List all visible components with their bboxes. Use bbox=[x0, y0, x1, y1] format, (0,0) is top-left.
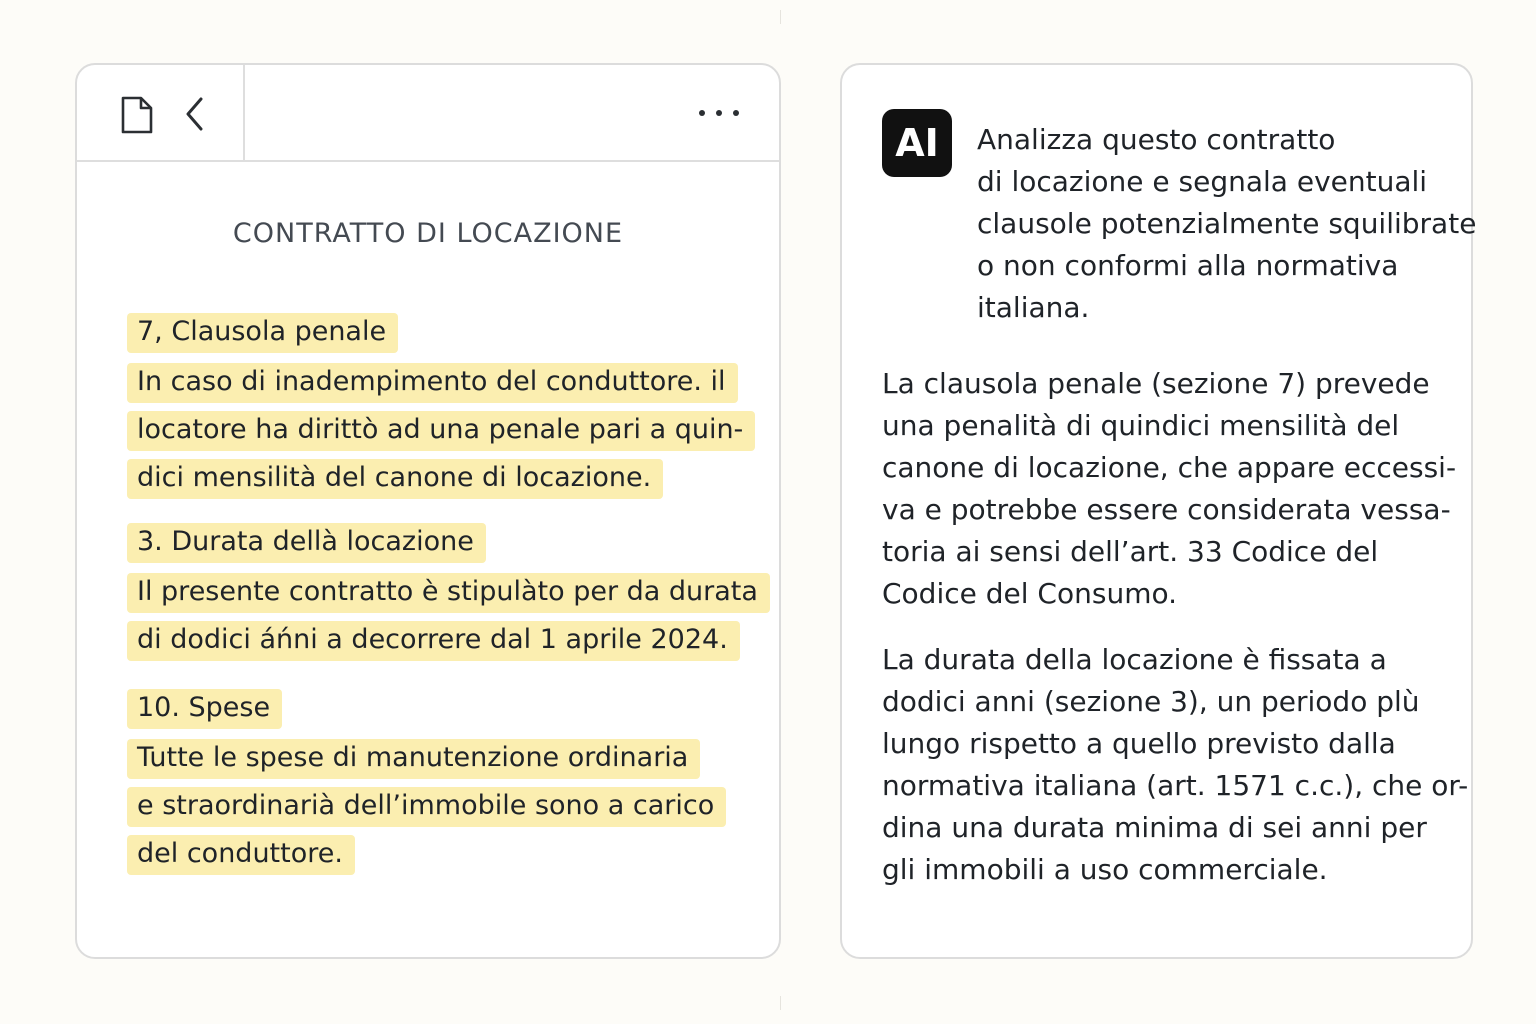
clause-text-line[interactable]: e straordinarià dell’immobile sono a carico bbox=[127, 787, 726, 827]
clause-expenses bbox=[127, 689, 727, 883]
user-prompt bbox=[977, 119, 1477, 329]
response-line: La clausola penale (sezione 7) prevede bbox=[882, 367, 1430, 400]
assistant-response-penalty bbox=[882, 363, 1457, 615]
document-toolbar bbox=[77, 65, 779, 162]
clause-text-line[interactable]: Il presente contratto è stipulàto per da durata bbox=[127, 573, 770, 613]
clause-text-line[interactable]: dici mensilità del canone di locazione. bbox=[127, 459, 663, 499]
response-line: va e potrebbe essere considerata vessa- bbox=[882, 493, 1451, 526]
document-panel bbox=[75, 63, 781, 959]
prompt-line: o non conformi alla normativa bbox=[977, 249, 1399, 282]
response-line: canone di locazione, che appare eccessi- bbox=[882, 451, 1457, 484]
clause-text-line[interactable]: Tutte le spese di manutenzione ordinaria bbox=[127, 739, 700, 779]
clause-heading[interactable]: 7, Clausola penale bbox=[127, 313, 398, 353]
response-line: La durata della locazione è fissata a bbox=[882, 643, 1387, 676]
more-horizontal-icon[interactable] bbox=[697, 103, 741, 123]
response-line: gli immobili a uso commerciale. bbox=[882, 853, 1328, 886]
prompt-line: italiana. bbox=[977, 291, 1090, 324]
prompt-line: di locazione e segnala eventuali bbox=[977, 165, 1428, 198]
response-line: dina una durata minima di sei anni per bbox=[882, 811, 1427, 844]
response-line: lungo rispetto a quello previsto dalla bbox=[882, 727, 1396, 760]
clause-text-line[interactable]: di dodici áńni a decorrere dal 1 aprile 2024. bbox=[127, 621, 740, 661]
response-line: Codice del Consumo. bbox=[882, 577, 1178, 610]
prompt-line: Analizza questo contratto bbox=[977, 123, 1336, 156]
clause-text-line[interactable]: del conduttore. bbox=[127, 835, 355, 875]
clause-text-line[interactable]: locatore ha dirittò ad una penale pari a quin- bbox=[127, 411, 755, 451]
response-line: dodici anni (sezione 3), un periodo plù bbox=[882, 685, 1420, 718]
response-line: normativa italiana (art. 1571 c.c.), che or- bbox=[882, 769, 1469, 802]
response-line: una penalità di quindici mensilità del bbox=[882, 409, 1400, 442]
file-icon[interactable] bbox=[119, 95, 155, 135]
assistant-panel bbox=[840, 63, 1477, 959]
clause-penalty bbox=[127, 313, 744, 507]
chevron-left-icon[interactable] bbox=[182, 96, 208, 132]
clause-heading[interactable]: 10. Spese bbox=[127, 689, 282, 729]
assistant-response-duration bbox=[882, 639, 1469, 891]
document-title: CONTRATTO DI LOCAZIONE bbox=[232, 218, 624, 249]
clause-text-line[interactable]: In caso di inadempimento del conduttore. il bbox=[127, 363, 738, 403]
divider-top bbox=[780, 10, 781, 24]
divider-bottom bbox=[780, 996, 781, 1010]
clause-heading[interactable]: 3. Durata dellà locazione bbox=[127, 523, 486, 563]
ai-avatar: AI bbox=[882, 109, 952, 177]
response-line: toria ai sensi dell’art. 33 Codice del bbox=[882, 535, 1379, 568]
toolbar-left-group bbox=[77, 65, 245, 160]
prompt-line: clausole potenzialmente squilibrate bbox=[977, 207, 1477, 240]
clause-duration bbox=[127, 523, 758, 669]
